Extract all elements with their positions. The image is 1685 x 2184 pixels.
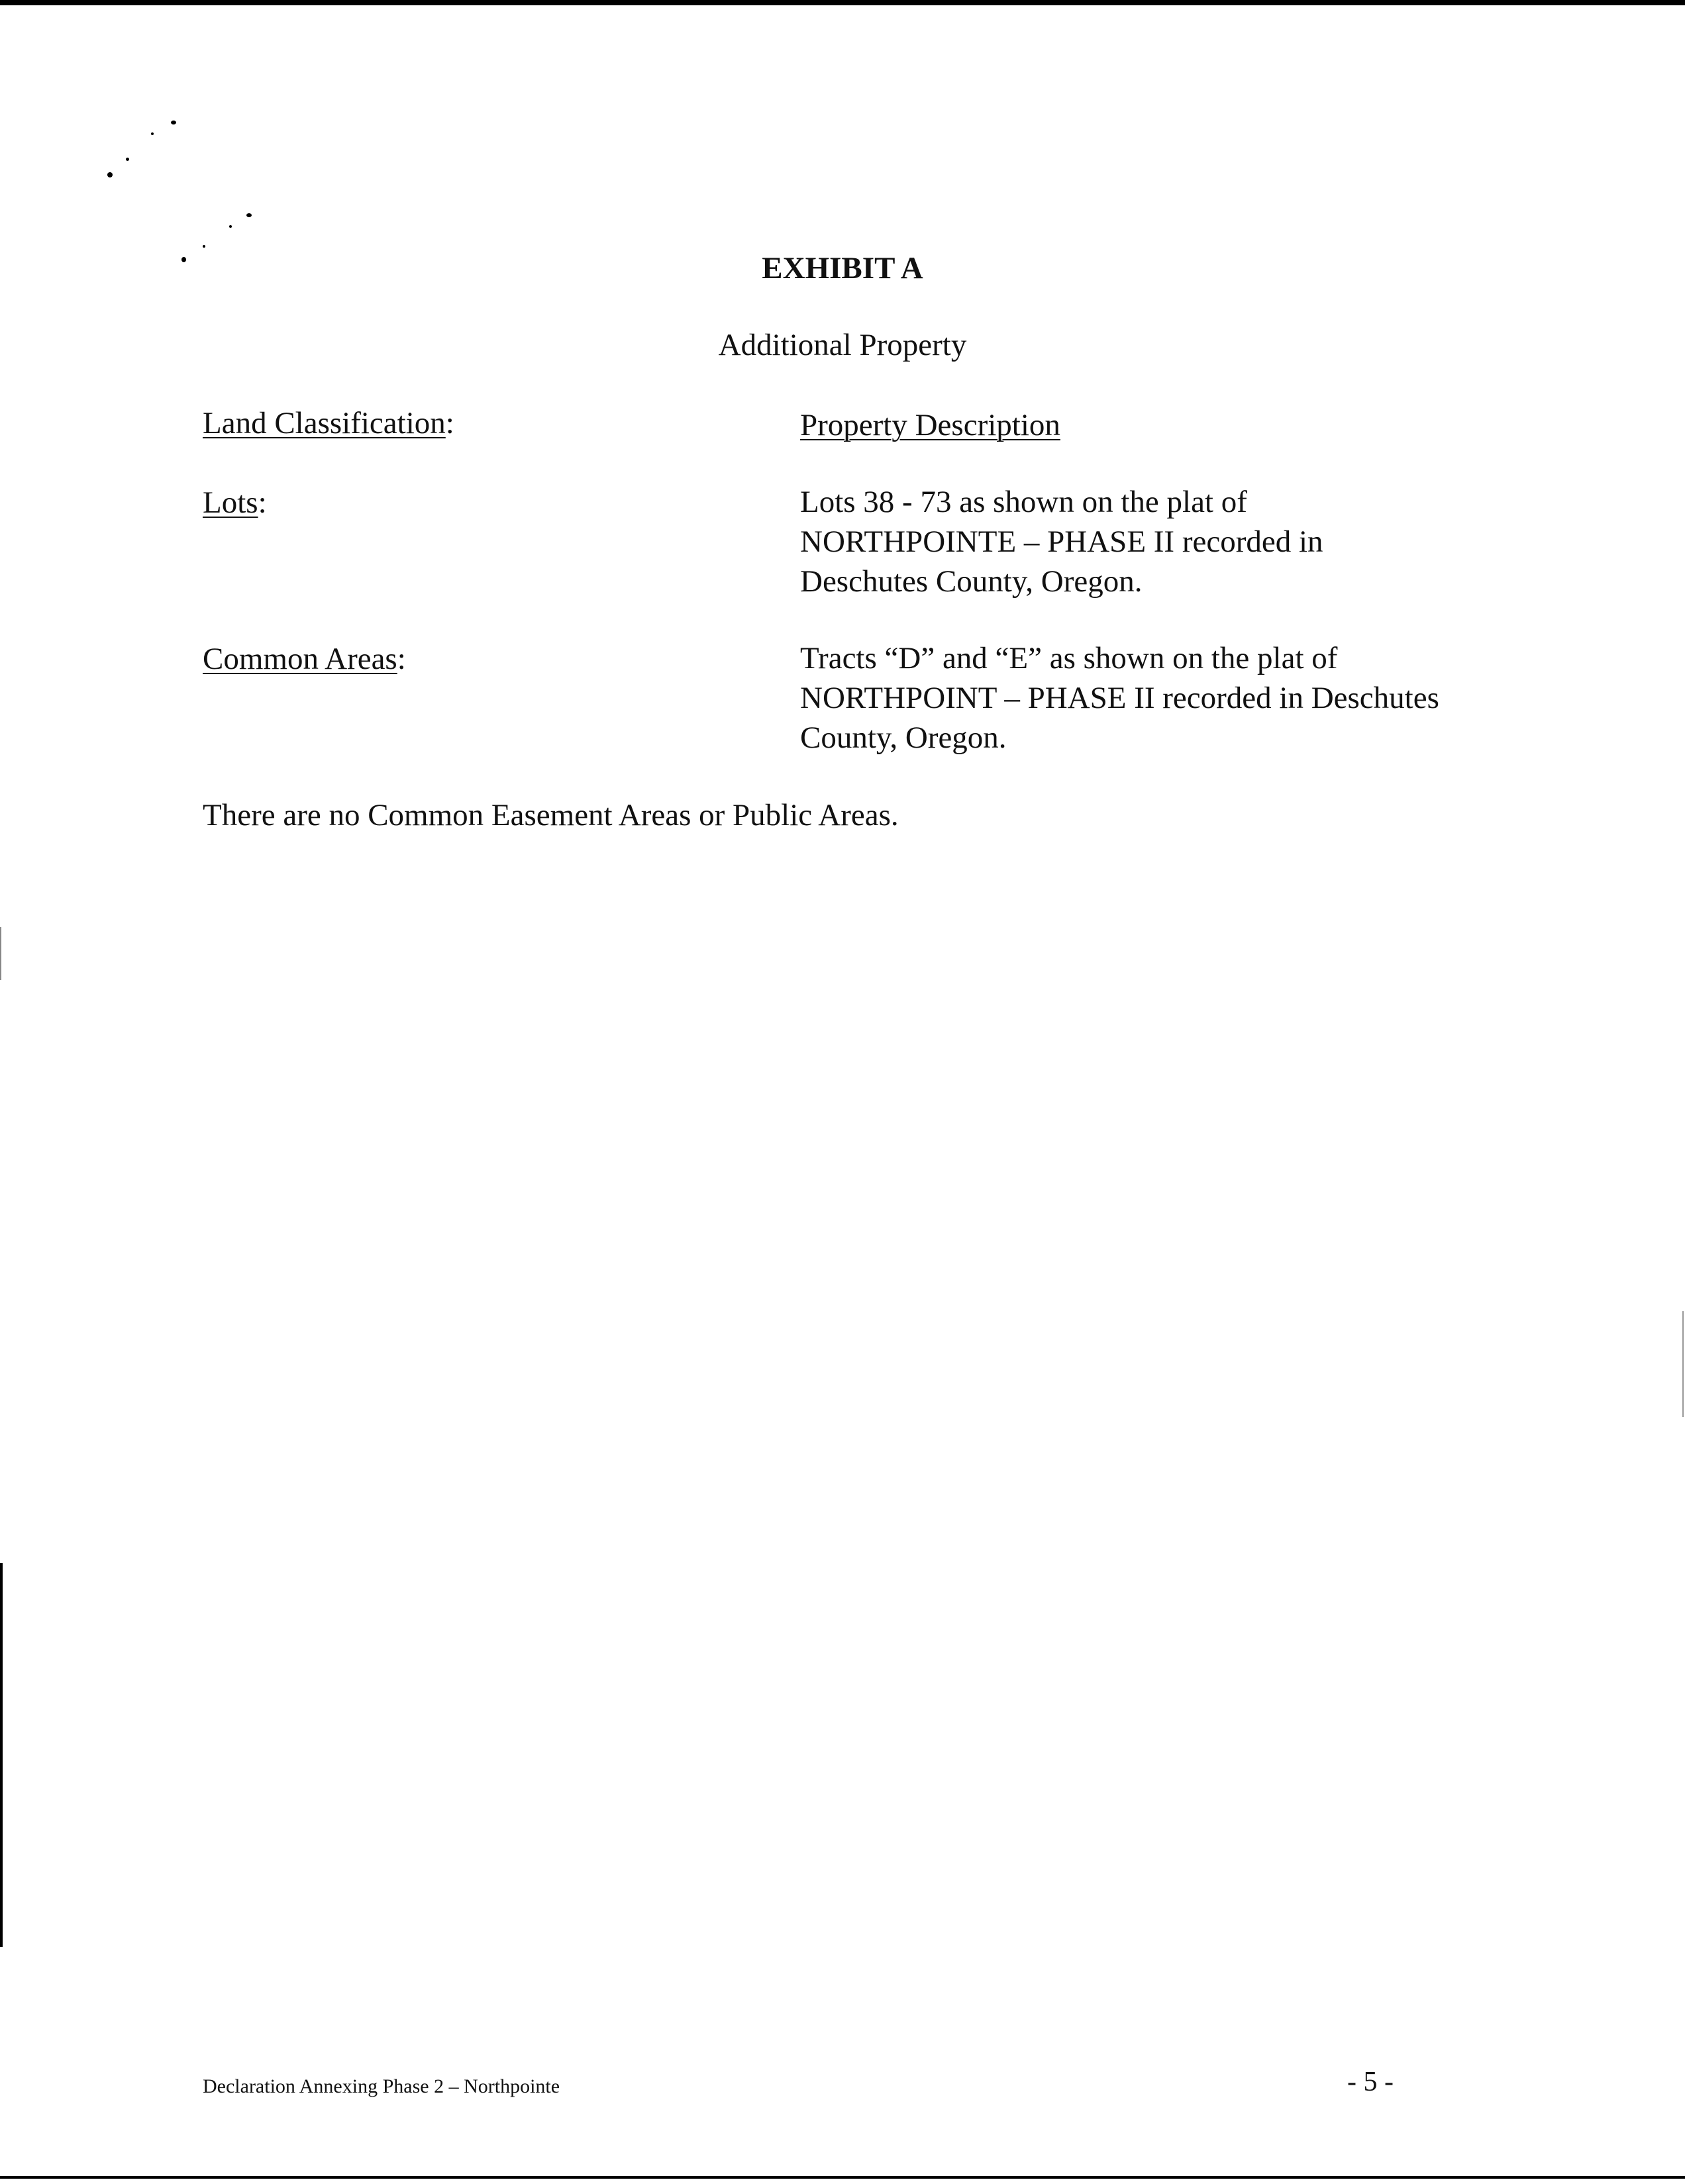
page-title: EXHIBIT A (762, 251, 923, 285)
description-line: NORTHPOINTE – PHASE II recorded in (800, 524, 1323, 559)
row-label-common-areas (203, 641, 406, 677)
scan-border-left (0, 1563, 3, 1947)
row-label-text: Common Areas (203, 642, 397, 676)
row-description-lots (800, 482, 1529, 601)
closing-statement: There are no Common Easement Areas or Public Areas. (203, 798, 899, 832)
column-header-label: Land Classification (203, 406, 446, 440)
description-line: NORTHPOINT – PHASE II recorded in Deschutes (800, 681, 1439, 715)
label-colon: : (445, 406, 454, 440)
scan-border-top (0, 0, 1685, 5)
row-description-common-areas (800, 638, 1529, 758)
row-label-text: Lots (203, 485, 258, 520)
speck (107, 172, 113, 177)
speck (171, 121, 176, 124)
description-line: Tracts “D” and “E” as shown on the plat of (800, 641, 1338, 675)
footer-page-number: - 5 - (1347, 2067, 1394, 2097)
speck (229, 225, 232, 228)
description-line: County, Oregon. (800, 720, 1007, 755)
speck (246, 213, 252, 217)
label-colon: : (258, 485, 267, 520)
description-line: Lots 38 - 73 as shown on the plat of (800, 485, 1247, 519)
speck (126, 158, 129, 161)
description-line: Deschutes County, Oregon. (800, 564, 1143, 599)
row-label-lots (203, 485, 267, 521)
column-header-land-classification (203, 405, 454, 441)
scan-border-bottom (0, 2176, 1685, 2179)
scan-mark-right (1682, 1311, 1684, 1417)
speck (203, 245, 205, 248)
column-header-property-description: Property Description (800, 408, 1060, 442)
footer-document-title: Declaration Annexing Phase 2 – Northpointe (203, 2075, 560, 2097)
page-subtitle: Additional Property (718, 328, 967, 362)
scan-mark-left (0, 927, 1, 980)
speck (151, 132, 154, 135)
label-colon: : (397, 642, 406, 676)
